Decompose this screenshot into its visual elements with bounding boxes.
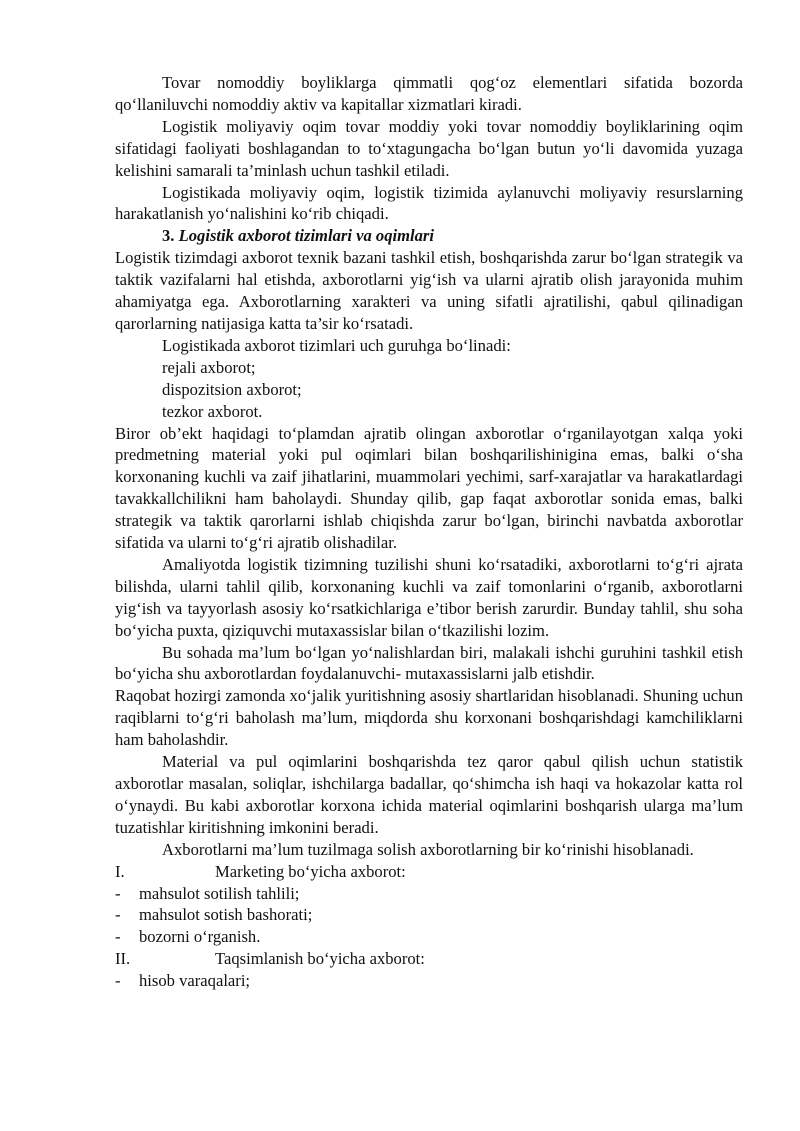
paragraph-information-structure: Axborotlarni ma’lum tuzilmaga solish axborotlarning bir ko‘rinishi hisoblanadi. [162,839,694,859]
paragraph-practice: Amaliyotda logistik tizimning tuzilishi shuni ko‘rsatadiki, axborotlarni to‘g‘ri ajrata bilishda, ularni tahlil qilib, korxonaning kuchli va zaif tomonlarini o‘rganib, axborotlarni yig‘ish va tayyorlash asosiy ko‘rsatkichlariga e’tibor berish zarurdir. Bunday tahlil, shu soha bo‘yicha puxta, qiziquvchi mutaxassislar bilan o‘tkazilishi lozim. [115,554,743,640]
section-marketing [115,861,743,883]
list-item-marketing [115,883,743,905]
dash-marker: - [115,927,121,947]
section-heading-number: 3. [162,226,175,246]
paragraph-material-flows: Material va pul oqimlarini boshqarishda tez qaror qabul qilish uchun statistik axborotlar masalan, soliqlar, ishchilarga badallar, qo‘shimcha ish haqi va hokazolar katta rol o‘ynaydi. Bu kabi axborotlar korxona ichida material oqimlarini boshqarish ularga ma’lum tuzatishlar kiritishning imkonini beradi. [115,752,743,837]
paragraph-intangible-goods: Tovar nomoddiy boyliklarga qimmatli qog‘oz elementlari sifatida bozorda qo‘llaniluvchi nomoddiy aktiv va kapitallar xizmatlari kiradi. [115,73,743,114]
list-item-group: rejali axborot; [162,357,256,377]
paragraph-working-team: Bu sohada ma’lum bo‘lgan yo‘nalishlardan biri, malakali ishchi guruhini tashkil etish bo‘yicha shu axborotlardan foydalanuvchi- mutaxassislarni jalb etishdir. [115,642,743,684]
paragraph-financial-flow: Logistik moliyaviy oqim tovar moddiy yoki tovar nomoddiy boyliklarining oqim sifatidagi faoliyati boshlagandan to to‘xtagungacha bo‘lgan butun yo‘li davomida yuzaga kelishini samarali ta’minlash uchun tashkil etiladi. [115,116,743,180]
section-marketing-title: Marketing bo‘yicha axborot: [215,861,406,881]
dash-marker: - [115,883,121,903]
paragraph-information-intro: Logistik tizimdagi axborot texnik bazani tashkil etish, boshqarishda zarur bo‘lgan strategik va taktik vazifalarni hal etishda, axborotlarni yig‘ish va ularni ajratib olish jarayonida muhim ahamiyatga ega. Axborotlarning xarakteri va uning sifatli ajratilishi, qabul qilinadigan qarorlarning natijasiga katta ta’sir ko‘rsatadi. [115,248,743,333]
list-item-text: hisob varaqalari; [139,971,251,991]
document-page [115,72,743,992]
section-distribution [115,948,743,970]
section-distribution-number: II. [115,949,131,969]
paragraph-financial-flow-direction: Logistikada moliyaviy oqim, logistik tizimida aylanuvchi moliyaviy resurslarning harakatlanish yo‘nalishini ko‘rib chiqadi. [115,182,743,224]
dash-marker: - [115,905,121,925]
list-item-text: mahsulot sotilish tahlili; [139,883,300,903]
list-item-group: tezkor axborot. [162,401,263,421]
dash-marker: - [115,971,121,991]
list-item-marketing [115,904,743,926]
list-item-distribution [115,970,743,992]
section-marketing-number: I. [115,861,125,881]
list-item-text: bozorni o‘rganish. [139,927,261,947]
paragraph-competition: Raqobat hozirgi zamonda xo‘jalik yuritishning asosiy shartlaridan hisoblanadi. Shuning uchun raqiblarni to‘g‘ri baholash ma’lum, miqdorda shu korxonani boshqarishdagi kamchiliklarni ham baholashdir. [115,686,743,750]
paragraph-object-information: Biror ob’ekt haqidagi to‘plamdan ajratib olingan axborotlar o‘rganilayotgan xalqa yoki predmetning material yoki pul oqimlari bilan boshqarilishinigina emas, balki o‘sha korxonaning kuchli va zaif jihatlarini, muammolari yechimi, sarf-xarajatlar va harakatlardagi tavakkallchilikni ham baholaydi. Shunday qilib, gap faqat axborotlar sonida emas, balki strategik va taktik qarorlarni ishlab chiqishda zarur bo‘lgan, birinchi navbatda axborotlar sifatida va ularni to‘g‘ri ajratib olishadilar. [115,423,743,553]
section-heading [162,225,743,247]
paragraph-groups-intro: Logistikada axborot tizimlari uch guruhga bo‘linadi: [162,335,511,355]
list-item-group: dispozitsion axborot; [162,379,302,399]
section-heading-title: Logistik axborot tizimlari va oqimlari [178,226,434,246]
list-item-text: mahsulot sotish bashorati; [139,905,313,925]
list-item-marketing [115,926,743,948]
section-distribution-title: Taqsimlanish bo‘yicha axborot: [215,949,425,969]
